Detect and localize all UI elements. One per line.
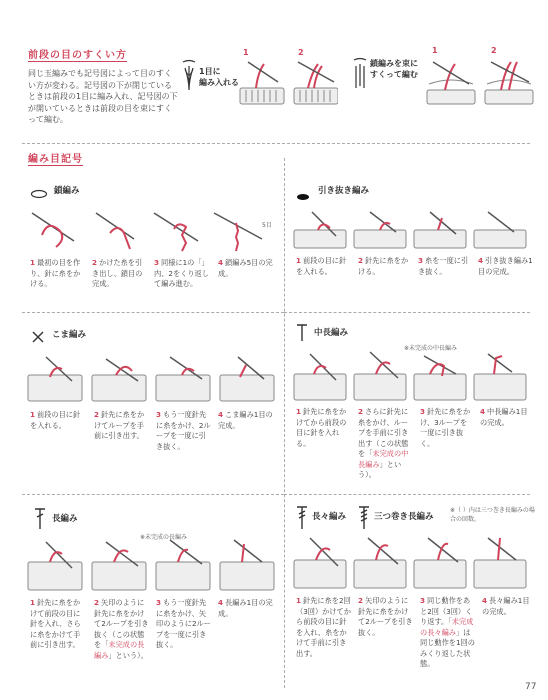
double-crochet-step-2: 2 矢印のように針先に糸をかけて2ループを引き抜く（この状態を「未完成の長編み」という）。: [94, 598, 149, 660]
divider: [284, 312, 530, 313]
half-double-step-4: 4 中長編み1目の完成。: [480, 407, 528, 427]
chain-step-2: 2 かけた糸を引き出し、鎖目の完成。: [92, 258, 143, 288]
single-crochet-step-4: 4 こま編み1目の完成。: [218, 410, 273, 430]
open-bobble-label: 鎖編みを束に すくって編む: [370, 59, 418, 79]
pickup-one-stitch-illustration: [238, 58, 338, 112]
slip-step-3: 3 糸を一度に引き抜く。: [418, 256, 469, 276]
half-double-step-illustrations: [292, 350, 532, 406]
top-left-step-num-1: 1: [243, 48, 249, 57]
treble-note: ※（ ）内は三つ巻き長編みの場合の回数。: [450, 507, 535, 523]
divider: [22, 143, 530, 144]
double-crochet-step-illustrations: [26, 538, 276, 596]
top-right-step-num-1: 1: [432, 46, 438, 55]
triple-treble-symbol-icon: [358, 506, 370, 534]
divider: [22, 494, 284, 495]
double-crochet-label: 長編み: [52, 514, 78, 524]
section-title-symbols: 編み目記号: [28, 154, 83, 165]
treble-incomplete-term: 未完成の長々編み: [420, 617, 474, 637]
chain-label: 鎖編み: [54, 186, 80, 196]
chain-step-4: 4 鎖編み5目の完成。: [218, 258, 273, 278]
chain-step-1: 1 最初の目を作り、針に糸をかける。: [30, 258, 81, 288]
half-double-step-2: 2 さらに針先に糸をかけ、ループを手前に引き出す（この状態を「未完成の中長編み」という）。: [358, 407, 409, 479]
top-left-step-num-2: 2: [298, 48, 304, 57]
single-crochet-step-1: 1 前段の目に針を入れる。: [30, 410, 81, 430]
half-double-step-1: 1 針先に糸をかけてから前段の目に針を入れる。: [296, 407, 347, 448]
top-right-step-num-2: 2: [491, 46, 497, 55]
double-crochet-step-4: 4 長編み1目の完成。: [218, 598, 273, 618]
pickup-bundle-illustration: [425, 56, 537, 112]
double-crochet-step-1: 1 針先に糸をかけて前段の目に針を入れ、さらに糸をかけて手前に引き出す。: [30, 598, 81, 649]
treble-label: 長々編み: [312, 512, 347, 522]
slip-step-2: 2 針先に糸をかける。: [358, 256, 409, 276]
half-double-step-3: 3 針先に糸をかけ、3ループを一度に引き抜く。: [420, 407, 471, 448]
double-crochet-symbol-icon: [34, 508, 46, 534]
page-number: 77: [525, 682, 537, 692]
treble-step-illustrations: [292, 534, 532, 594]
half-double-note: ※未完成の中長編み: [404, 345, 458, 352]
slip-stitch-symbol-icon: [296, 186, 310, 205]
double-crochet-step-3: 3 もう一度針先に糸をかけ、矢印のように2ループを一度に引き抜く。: [156, 598, 211, 649]
slip-step-illustrations: [292, 210, 532, 256]
open-bobble-symbol-icon: [352, 56, 368, 94]
treble-symbol-icon: [296, 506, 308, 534]
chain-count-annotation: 5目: [262, 222, 272, 229]
triple-treble-label: 三つ巻き長編み: [374, 512, 434, 522]
closed-bobble-label: 1目に 編み入れる: [199, 67, 239, 87]
chain-step-illustrations: [26, 205, 276, 259]
single-crochet-label: こま編み: [52, 330, 87, 340]
divider: [22, 312, 284, 313]
treble-step-1: 1 針先に糸を2回（3回）かけてから前段の目に針を入れ、糸をかけて手前に引き出す。: [296, 596, 351, 658]
single-crochet-step-3: 3 もう一度針先に糸をかけ、2ループを一度に引き抜く。: [156, 410, 211, 451]
chain-symbol-icon: [30, 184, 48, 203]
half-double-symbol-icon: [296, 324, 308, 346]
treble-step-3: 3 同じ動作をあと2回（3回）くり返す。「未完成の長々編み」は同じ動作を1回のみくり返した状態。: [420, 596, 475, 668]
closed-bobble-symbol-icon: [180, 58, 198, 96]
half-double-incomplete-term: 未完成の中長編み: [358, 449, 409, 469]
double-incomplete-term: 未完成の長編み: [94, 640, 145, 660]
slip-label: 引き抜き編み: [318, 186, 370, 196]
single-crochet-step-2: 2 針先に糸をかけてループを手前に引き出す。: [94, 410, 145, 440]
chain-step-3: 3 同様に1の「」内、2をくり返して編み進む。: [154, 258, 209, 288]
pickup-description: 同じ玉編みでも記号図によって目のすくい方が変わる。記号図の下が閉じているときは前段の1目に編み入れ、記号図の下が開いているときは前段の目を束にすくって編む。: [28, 69, 178, 124]
slip-step-1: 1 前段の目に針を入れる。: [296, 256, 347, 276]
treble-step-2: 2 矢印のように針先に糸をかけて2ループを引き抜く。: [358, 596, 413, 637]
divider: [284, 494, 530, 495]
column-divider: [284, 158, 285, 688]
single-crochet-step-illustrations: [26, 355, 276, 409]
half-double-label: 中長編み: [314, 328, 349, 338]
treble-step-4: 4 長々編み1目の完成。: [482, 596, 530, 616]
section-title-pickup: 前段の目のすくい方: [28, 50, 127, 61]
single-crochet-symbol-icon: [32, 328, 44, 347]
double-crochet-note: ※未完成の長編み: [140, 534, 188, 541]
slip-step-4: 4 引き抜き編み1目の完成。: [478, 256, 533, 276]
